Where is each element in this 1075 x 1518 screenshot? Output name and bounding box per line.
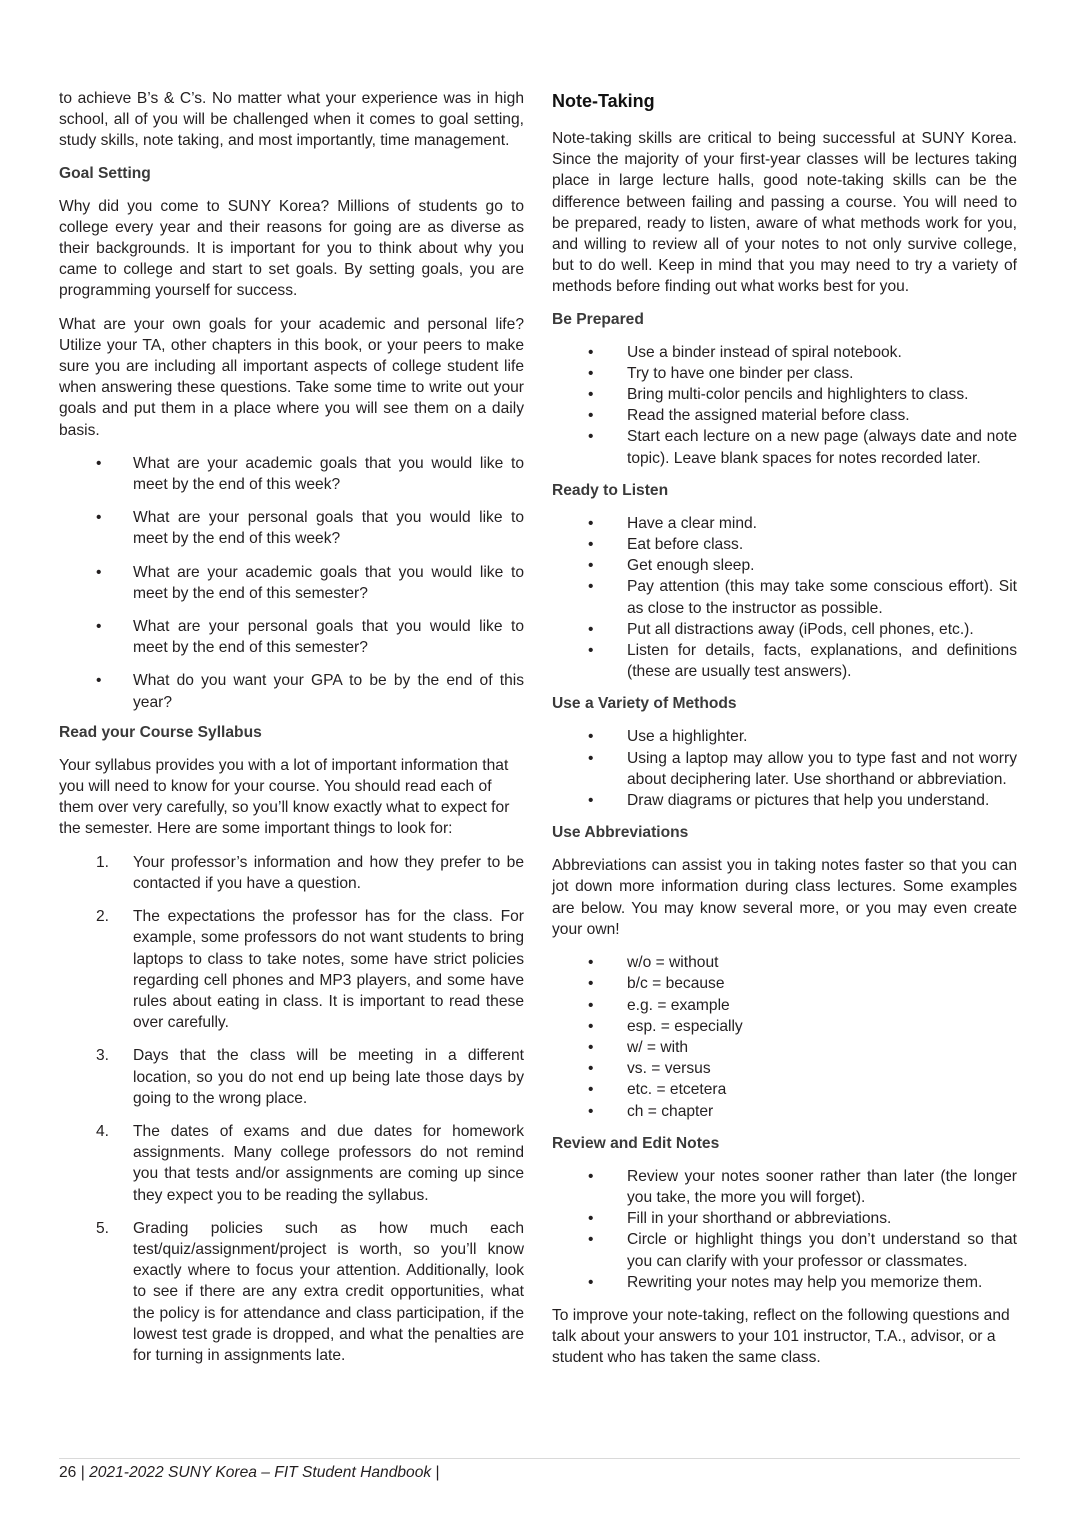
list-item: • Pay attention (this may take some conscious effort). Sit as close to the instructor as possible.: [588, 578, 1017, 617]
bullet-icon: •: [588, 343, 594, 361]
bullet-icon: •: [588, 642, 594, 660]
list-item: • Bring multi-color pencils and highlighters to class.: [552, 384, 1017, 405]
list-item: • Circle or highlight things you don’t understand so that you can clarify with your professor or classmates.: [588, 1231, 1017, 1270]
list-item: • What do you want your GPA to be by the end of this year?: [96, 672, 524, 711]
list-item: • Rewriting your notes may help you memorize them.: [552, 1272, 1017, 1293]
bullet-icon: •: [588, 1102, 594, 1120]
bullet-icon: •: [588, 1081, 594, 1099]
syllabus-heading: Read your Course Syllabus: [59, 723, 262, 741]
bullet-icon: •: [588, 407, 594, 425]
list-item: • Review your notes sooner rather than later (the longer you take, the more you will forget).: [588, 1167, 1017, 1206]
goal-setting-heading: Goal Setting: [59, 164, 151, 182]
bullet-icon: •: [588, 536, 594, 554]
bullet-icon: •: [588, 1060, 594, 1078]
bullet-icon: •: [96, 672, 102, 690]
list-item: 2. The expectations the professor has for the class. For example, some professors do not want students to bring laptops to class to take notes, some have strict policies regarding cell phones and MP3 players, and some have rules about eating in class. It is important to read these over carefully.: [96, 908, 524, 1032]
list-item: • Read the assigned material before class.: [552, 405, 1017, 426]
bullet-icon: •: [588, 954, 594, 972]
list-item: 1. Your professor’s information and how they prefer to be contacted if you have a question.: [96, 853, 524, 892]
bullet-icon: •: [588, 428, 594, 446]
abbreviations-heading: Use Abbreviations: [552, 824, 689, 842]
bullet-icon: •: [588, 975, 594, 993]
handbook-title: 2021-2022 SUNY Korea – FIT Student Handbook: [89, 1464, 432, 1481]
review-edit-list: [552, 1166, 1017, 1293]
list-item: • Listen for details, facts, explanations, and definitions (these are usually test answers).: [588, 642, 1017, 681]
abbreviations-list: [552, 952, 1017, 1122]
page-footer: [59, 1458, 1020, 1483]
bullet-icon: •: [96, 618, 102, 636]
page-number: 26: [59, 1464, 77, 1481]
syllabus-paragraph: Your syllabus provides you with a lot of important information that you will need to know for your course. You should read each of them over very carefully, so you’ll know exactly what to expect for the semester. Here are some important things to look for:: [59, 756, 510, 838]
list-item: • w/o = without: [552, 952, 1017, 973]
bullet-icon: •: [588, 557, 594, 575]
list-item: 4. The dates of exams and due dates for homework assignments. Many college professors do not remind you that tests and/or assignments are coming up since they expect you to be reading the syllabus.: [96, 1122, 524, 1204]
variety-of-methods-heading: Use a Variety of Methods: [552, 695, 737, 713]
bullet-icon: •: [588, 1210, 594, 1228]
list-item: • Start each lecture on a new page (always date and note topic). Leave blank spaces for notes recorded later.: [588, 428, 1017, 467]
footer-separator: |: [76, 1464, 90, 1481]
list-item: • Try to have one binder per class.: [552, 363, 1017, 384]
goal-paragraph-1: Why did you come to SUNY Korea? Millions of students go to college every year and their reasons for going are as diverse as their backgrounds. It is important for you to think about why you came to college and start to set goals. By setting goals, you are programming yourself for success.: [59, 197, 524, 300]
bullet-icon: •: [588, 578, 594, 596]
bullet-icon: •: [588, 1273, 594, 1291]
bullet-icon: •: [588, 1167, 594, 1185]
variety-of-methods-list: [552, 726, 1017, 811]
note-taking-title: Note-Taking: [552, 91, 655, 111]
list-item: • esp. = especially: [552, 1016, 1017, 1037]
syllabus-list: [59, 852, 524, 1366]
bullet-icon: •: [96, 509, 102, 527]
bullet-icon: •: [588, 792, 594, 810]
bullet-icon: •: [588, 1017, 594, 1035]
abbreviations-paragraph: Abbreviations can assist you in taking notes faster so that you can jot down more information during class lectures. Some examples are below. You may know several more, or you may even create your own!: [552, 857, 1017, 938]
list-item: • Use a highlighter.: [552, 726, 1017, 747]
bullet-icon: •: [588, 386, 594, 404]
list-item: • etc. = etcetera: [552, 1079, 1017, 1100]
list-item: • Using a laptop may allow you to type fast and not worry about deciphering later. Use shorthand or abbreviation.: [588, 749, 1017, 788]
bullet-icon: •: [588, 996, 594, 1014]
list-item: • b/c = because: [552, 973, 1017, 994]
list-item: • What are your academic goals that you would like to meet by the end of this week?: [96, 454, 524, 494]
list-item: • e.g. = example: [552, 995, 1017, 1016]
be-prepared-heading: Be Prepared: [552, 310, 644, 328]
review-edit-heading: Review and Edit Notes: [552, 1134, 720, 1152]
list-item: • What are your academic goals that you would like to meet by the end of this semester?: [96, 563, 524, 602]
list-item: • What are your personal goals that you would like to meet by the end of this week?: [96, 509, 524, 548]
bullet-icon: •: [588, 1231, 594, 1249]
note-taking-intro: Note-taking skills are critical to being successful at SUNY Korea. Since the majority of your first-year classes will be lectures taking place in large lecture halls, good note-taking skills can be the difference between failing and passing a course. You will need to be prepared, ready to listen, aware of what methods work for you, and willing to review all of your notes to not only survive college, but to do well. Keep in mind that you may need to try a variety of methods before finding out what works best for you.: [552, 130, 1017, 296]
bullet-icon: •: [588, 749, 594, 767]
intro-paragraph: to achieve B’s & C’s. No matter what your experience was in high school, all of you will be challenged when it comes to goal setting, study skills, note taking, and most importantly, time management.: [59, 90, 524, 150]
goal-questions-list: [59, 453, 524, 713]
bullet-icon: •: [96, 563, 102, 581]
list-item: • Fill in your shorthand or abbreviations.: [552, 1208, 1017, 1229]
list-item: • Put all distractions away (iPods, cell phones, etc.).: [552, 619, 1017, 640]
closing-paragraph: To improve your note-taking, reflect on the following questions and talk about your answers to your 101 instructor, T.A., advisor, or a student who has taken the same class.: [552, 1306, 1010, 1367]
list-item: • Draw diagrams or pictures that help you understand.: [552, 790, 1017, 811]
right-column: [552, 88, 1017, 1381]
left-column: [59, 88, 524, 1378]
list-item: • Eat before class.: [552, 534, 1017, 555]
bullet-icon: •: [588, 1038, 594, 1056]
bullet-icon: •: [588, 620, 594, 638]
list-item: • ch = chapter: [552, 1101, 1017, 1122]
list-item: • vs. = versus: [552, 1058, 1017, 1079]
bullet-icon: •: [588, 728, 594, 746]
bullet-icon: •: [588, 364, 594, 382]
bullet-icon: •: [588, 514, 594, 532]
ready-to-listen-list: [552, 513, 1017, 683]
ready-to-listen-heading: Ready to Listen: [552, 481, 669, 499]
list-item: 3. Days that the class will be meeting in a different location, so you do not end up being late those days by going to the wrong place.: [96, 1047, 524, 1107]
list-item: • What are your personal goals that you would like to meet by the end of this semester?: [96, 618, 524, 657]
footer-separator: |: [431, 1464, 440, 1481]
list-item: • Use a binder instead of spiral notebook.: [552, 342, 1017, 363]
list-item: • Have a clear mind.: [552, 513, 1017, 534]
be-prepared-list: [552, 342, 1017, 469]
goal-paragraph-2: What are your own goals for your academic and personal life? Utilize your TA, other chapters in this book, or your peers to make sure you are including all important aspects of college student life when answering these questions. Take some time to write out your goals and put them in a place where you will see them on a daily basis.: [59, 315, 524, 439]
list-item: • w/ = with: [552, 1037, 1017, 1058]
bullet-icon: •: [96, 454, 102, 472]
list-item: 5. Grading policies such as how much each test/quiz/assignment/project is worth, so you’ll know exactly where to focus your attention. Additionally, look to see if there are any extra credit opportunities, what the policy is for attendance and class participation, if the lowest test grade is dropped, and what the penalties are for turning in assignments late.: [96, 1219, 524, 1364]
list-item: • Get enough sleep.: [552, 555, 1017, 576]
